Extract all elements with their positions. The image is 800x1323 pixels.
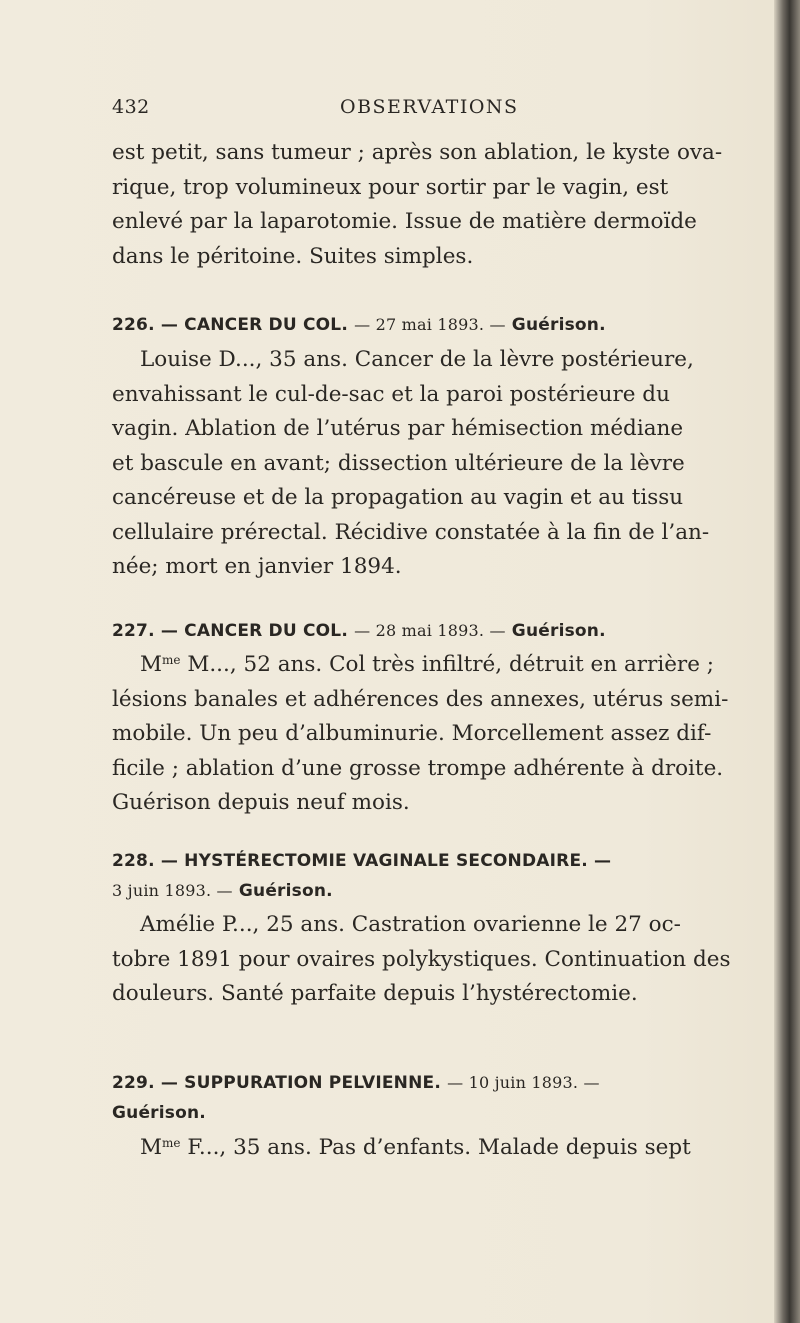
obs-227-body: [112, 648, 746, 821]
text-line: mobile. Un peu d’albuminurie. Morcellement assez dif-: [112, 721, 712, 746]
text-line: Louise D..., 35 ans. Cancer de la lèvre postérieure,: [140, 347, 694, 372]
obs-228-title: 228. — HYSTÉRECTOMIE VAGINALE SECONDAIRE. —: [112, 851, 612, 871]
obs-226-outcome: Guérison.: [511, 315, 606, 335]
running-header: [112, 96, 752, 126]
text-line: Guérison depuis neuf mois.: [112, 790, 410, 815]
obs-229-body: [112, 1131, 746, 1166]
obs-229-date: — 10 juin 1893. —: [447, 1073, 600, 1092]
salutation: M: [140, 1135, 163, 1160]
obs-226-heading: [112, 310, 746, 340]
text-line: lésions banales et adhérences des annexes, utérus semi-: [112, 686, 729, 712]
obs-229-heading: [112, 1068, 746, 1128]
obs-229-outcome: Guérison.: [112, 1103, 206, 1123]
obs-227-title: 227. — CANCER DU COL.: [112, 621, 348, 641]
obs-228-outcome: Guérison.: [238, 881, 333, 901]
intro-paragraph: [112, 136, 746, 274]
text-line: née; mort en janvier 1894.: [112, 554, 402, 579]
text-fragment: M..., 52 ans. Col très infiltré, détruit en arrière ;: [180, 652, 715, 677]
page-number: 432: [112, 96, 150, 118]
text-line: cancéreuse et de la propagation au vagin et au tissu: [112, 485, 684, 510]
obs-228-date: 3 juin 1893. —: [112, 881, 233, 900]
obs-227-heading: [112, 616, 746, 646]
salutation-sup: me: [162, 653, 181, 667]
salutation: M: [140, 652, 163, 677]
text-line: Amélie P..., 25 ans. Castration ovarienne le 27 oc-: [140, 912, 681, 937]
salutation-sup: me: [162, 1136, 181, 1150]
obs-227-date: — 28 mai 1893. —: [354, 621, 506, 640]
page-gutter-shadow: [774, 0, 800, 1323]
obs-228-body: [112, 908, 746, 1012]
obs-226-date: — 27 mai 1893. —: [354, 315, 506, 334]
text-line: [112, 1131, 746, 1166]
text-fragment: F..., 35 ans. Pas d’enfants. Malade depuis sept: [180, 1135, 691, 1160]
text-line: ficile ; ablation d’une grosse trompe adhérente à droite.: [112, 755, 724, 781]
obs-227-outcome: Guérison.: [511, 621, 606, 641]
text-line: vagin. Ablation de l’utérus par hémisection médiane: [112, 416, 684, 441]
text-line: tobre 1891 pour ovaires polykystiques. Continuation des: [112, 946, 731, 972]
text-line: est petit, sans tumeur ; après son ablation, le kyste ova-: [112, 140, 723, 165]
text-line: dans le péritoine. Suites simples.: [112, 243, 474, 269]
text-line: rique, trop volumineux pour sortir par le vagin, est: [112, 174, 669, 200]
obs-226-title: 226. — CANCER DU COL.: [112, 315, 348, 335]
text-line: cellulaire prérectal. Récidive constatée à la fin de l’an-: [112, 519, 710, 545]
text-line: [112, 648, 746, 683]
obs-226-body: [112, 343, 746, 585]
text-line: douleurs. Santé parfaite depuis l’hystérectomie.: [112, 981, 638, 1006]
obs-229-title: 229. — SUPPURATION PELVIENNE.: [112, 1073, 441, 1093]
obs-228-heading: [112, 846, 746, 906]
running-title: OBSERVATIONS: [340, 96, 519, 118]
text-line: enlevé par la laparotomie. Issue de matière dermoïde: [112, 209, 697, 234]
text-line: envahissant le cul-de-sac et la paroi postérieure du: [112, 381, 670, 407]
text-line: et bascule en avant; dissection ultérieure de la lèvre: [112, 450, 685, 476]
